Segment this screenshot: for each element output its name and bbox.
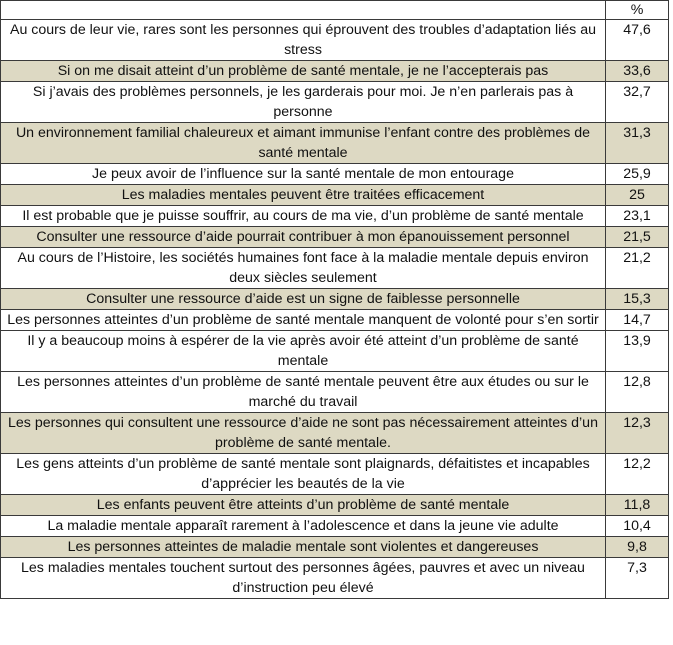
header-statement-cell	[1, 1, 606, 20]
percent-cell: 33,6	[606, 61, 669, 82]
table-row	[1, 82, 669, 123]
table-row	[1, 516, 669, 537]
table-row	[1, 61, 669, 82]
percent-cell: 32,7	[606, 82, 669, 123]
statement-cell: Les personnes atteintes d’un problème de santé mentale peuvent être aux études ou sur le marché du travail	[1, 372, 606, 413]
percent-cell: 7,3	[606, 558, 669, 599]
percent-cell: 9,8	[606, 537, 669, 558]
statement-cell: Je peux avoir de l’influence sur la santé mentale de mon entourage	[1, 164, 606, 185]
table-row	[1, 289, 669, 310]
table-row	[1, 495, 669, 516]
table-row	[1, 20, 669, 61]
table-row	[1, 248, 669, 289]
statement-cell: Les maladies mentales touchent surtout des personnes âgées, pauvres et avec un niveau d’instruction peu élevé	[1, 558, 606, 599]
table-row	[1, 206, 669, 227]
percent-cell: 23,1	[606, 206, 669, 227]
statement-cell: Consulter une ressource d’aide pourrait contribuer à mon épanouissement personnel	[1, 227, 606, 248]
statement-cell: Les personnes atteintes de maladie mentale sont violentes et dangereuses	[1, 537, 606, 558]
table-row	[1, 227, 669, 248]
percent-cell: 12,8	[606, 372, 669, 413]
table-body	[1, 1, 669, 599]
table-row	[1, 310, 669, 331]
table-row	[1, 454, 669, 495]
percent-cell: 13,9	[606, 331, 669, 372]
statement-cell: Il y a beaucoup moins à espérer de la vie après avoir été atteint d’un problème de santé mentale	[1, 331, 606, 372]
percent-cell: 47,6	[606, 20, 669, 61]
percent-cell: 12,2	[606, 454, 669, 495]
table-row	[1, 331, 669, 372]
statement-cell: Si j’avais des problèmes personnels, je les garderais pour moi. Je n’en parlerais pas à personne	[1, 82, 606, 123]
percent-cell: 21,2	[606, 248, 669, 289]
table-row	[1, 413, 669, 454]
header-row	[1, 1, 669, 20]
statement-cell: Les personnes qui consultent une ressource d’aide ne sont pas nécessairement atteintes d’un problème de santé mentale.	[1, 413, 606, 454]
statement-cell: Un environnement familial chaleureux et aimant immunise l’enfant contre des problèmes de santé mentale	[1, 123, 606, 164]
statement-cell: Il est probable que je puisse souffrir, au cours de ma vie, d’un problème de santé mentale	[1, 206, 606, 227]
statement-cell: Au cours de l’Histoire, les sociétés humaines font face à la maladie mentale depuis environ deux siècles seulement	[1, 248, 606, 289]
statement-cell: Les maladies mentales peuvent être traitées efficacement	[1, 185, 606, 206]
statement-cell: Au cours de leur vie, rares sont les personnes qui éprouvent des troubles d’adaptation liés au stress	[1, 20, 606, 61]
table-row	[1, 372, 669, 413]
statement-cell: La maladie mentale apparaît rarement à l’adolescence et dans la jeune vie adulte	[1, 516, 606, 537]
percent-cell: 11,8	[606, 495, 669, 516]
statement-cell: Les gens atteints d’un problème de santé mentale sont plaignards, défaitistes et incapables d’apprécier les beautés de la vie	[1, 454, 606, 495]
table-row	[1, 558, 669, 599]
statement-cell: Les enfants peuvent être atteints d’un problème de santé mentale	[1, 495, 606, 516]
percent-cell: 14,7	[606, 310, 669, 331]
percent-cell: 25,9	[606, 164, 669, 185]
percent-cell: 31,3	[606, 123, 669, 164]
table-row	[1, 164, 669, 185]
table-row	[1, 185, 669, 206]
statement-cell: Les personnes atteintes d’un problème de santé mentale manquent de volonté pour s’en sortir	[1, 310, 606, 331]
percent-cell: 10,4	[606, 516, 669, 537]
header-percent-cell: %	[606, 1, 669, 20]
table-row	[1, 537, 669, 558]
statement-cell: Consulter une ressource d’aide est un signe de faiblesse personnelle	[1, 289, 606, 310]
percent-cell: 12,3	[606, 413, 669, 454]
table-row	[1, 123, 669, 164]
percent-cell: 25	[606, 185, 669, 206]
percent-cell: 15,3	[606, 289, 669, 310]
statement-cell: Si on me disait atteint d’un problème de santé mentale, je ne l’accepterais pas	[1, 61, 606, 82]
percent-cell: 21,5	[606, 227, 669, 248]
